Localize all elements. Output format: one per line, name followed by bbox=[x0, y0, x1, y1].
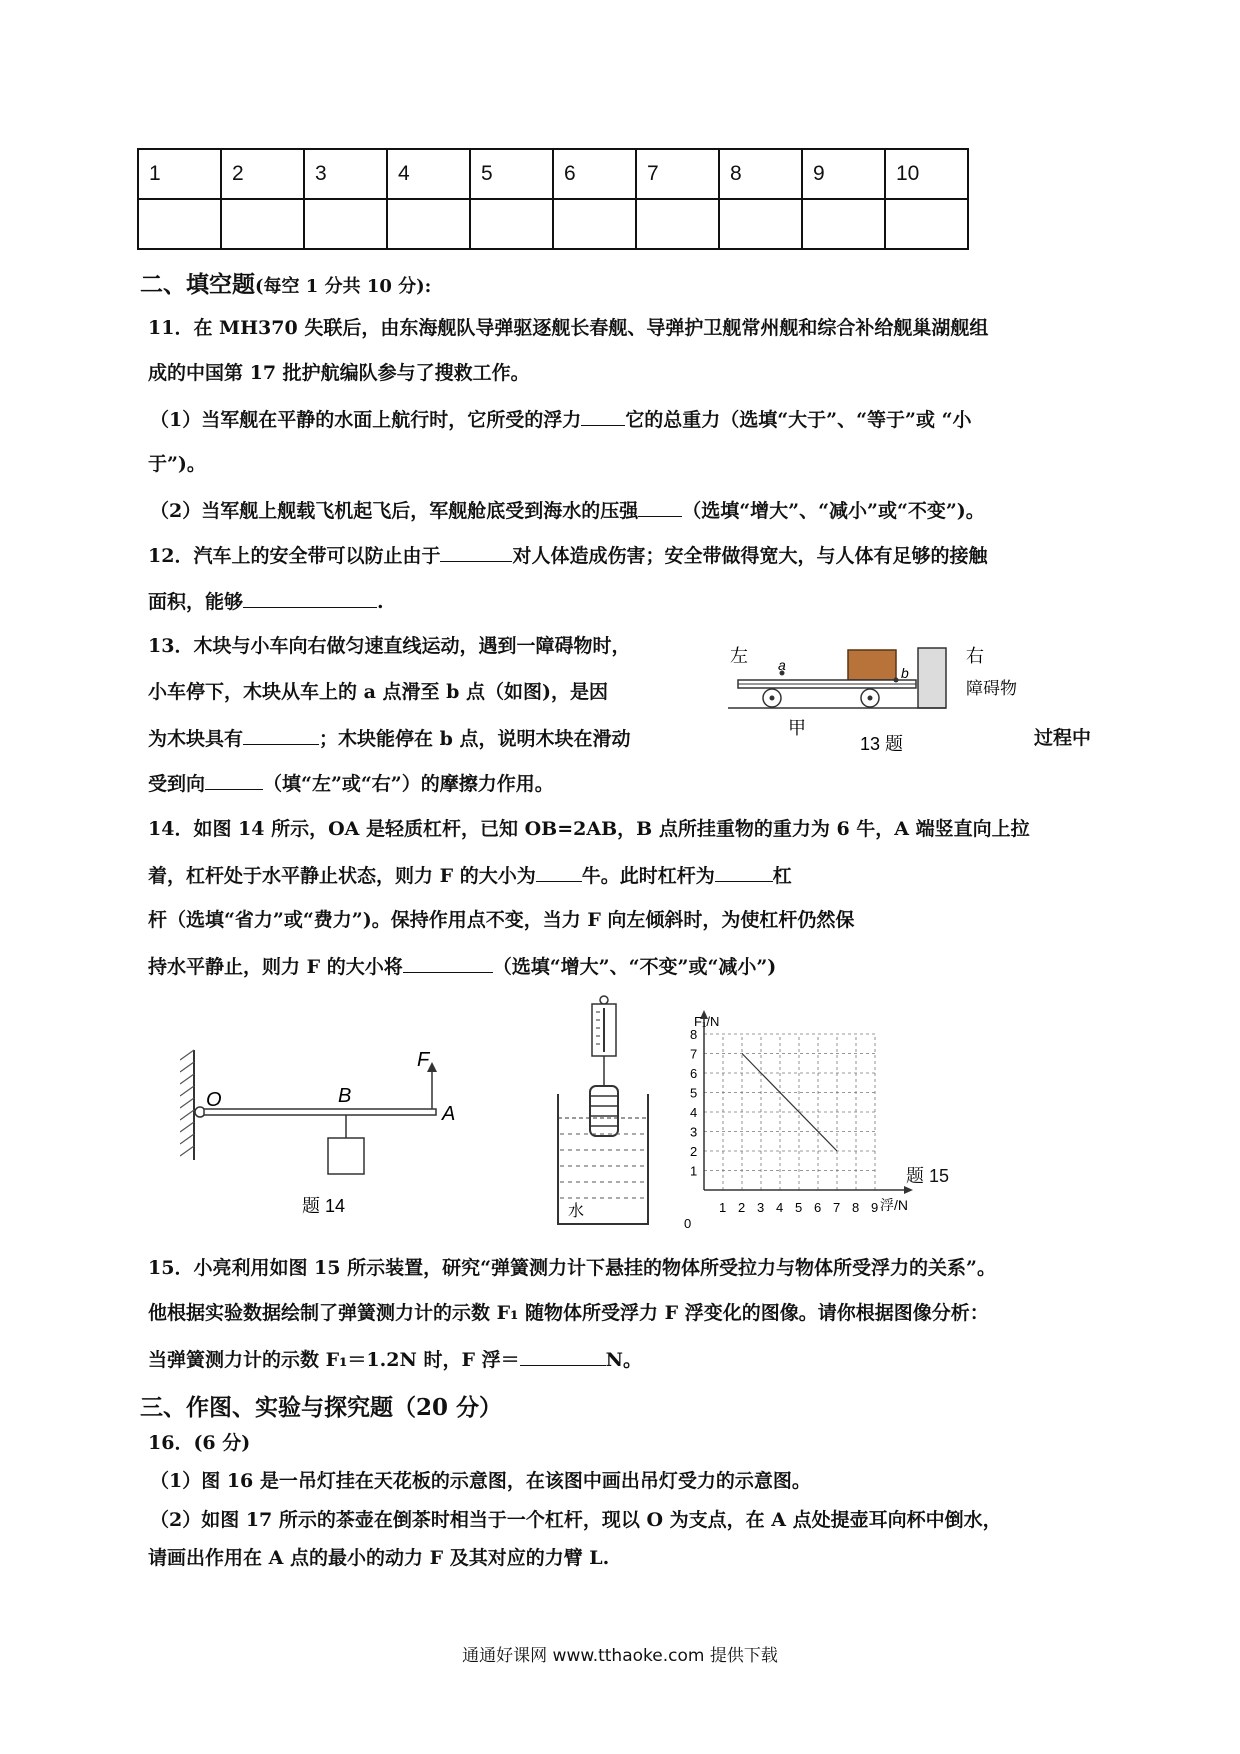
fig13-jia-label: 甲 bbox=[788, 718, 806, 738]
answer-table-header-cell: 2 bbox=[221, 149, 304, 199]
answer-table-header-cell: 3 bbox=[304, 149, 387, 199]
q14-line1: 14．如图 14 所示，OA 是轻质杠杆，已知 OB=2AB，B 点所挂重物的重力为 6 牛，A 端竖直向上拉 bbox=[148, 818, 1030, 840]
chart-y-tick-label: 8 bbox=[690, 1027, 698, 1042]
answer-table-header-cell: 5 bbox=[470, 149, 553, 199]
chart-x-tick-label: 3 bbox=[757, 1200, 765, 1215]
section2-note: (每空 1 分共 10 分): bbox=[255, 276, 432, 297]
fig14-label-b: B bbox=[338, 1085, 352, 1107]
fig14-caption: 题 14 bbox=[302, 1196, 346, 1216]
answer-table-answer-cell[interactable] bbox=[470, 199, 553, 249]
q11-line1: 11．在 MH370 失联后，由东海舰队导弹驱逐舰长春舰、导弹护卫舰常州舰和综合补给舰巢湖舰组 bbox=[148, 317, 989, 339]
answer-table bbox=[137, 148, 969, 250]
fig14-lever-diagram bbox=[180, 1040, 470, 1220]
q14-l4a: 持水平静止，则力 F 的大小将 bbox=[148, 956, 403, 978]
q12-a: 12．汽车上的安全带可以防止由于 bbox=[148, 545, 441, 567]
q13-l3c: 过程中 bbox=[1034, 727, 1092, 749]
answer-table-answer-cell[interactable] bbox=[802, 199, 885, 249]
chart-x-tick-label: 7 bbox=[833, 1200, 841, 1215]
chart-xlabel: 浮/N bbox=[880, 1197, 908, 1213]
q15-line3 bbox=[148, 1347, 642, 1372]
answer-table-header-cell: 1 bbox=[138, 149, 221, 199]
q15-line2: 他根据实验数据绘制了弹簧测力计的示数 F₁ 随物体所受浮力 F 浮变化的图像。请你根据图像分析： bbox=[148, 1302, 989, 1324]
chart-y-tick-label: 2 bbox=[690, 1144, 698, 1159]
answer-table-answer-cell[interactable] bbox=[138, 199, 221, 249]
answer-blank[interactable] bbox=[205, 771, 263, 790]
chart-series bbox=[742, 1054, 837, 1152]
chart-y-tick-label: 4 bbox=[690, 1105, 698, 1120]
fig13-obstacle-label: 障碍物 bbox=[966, 679, 1017, 698]
q11-p1c: 于”)。 bbox=[148, 453, 206, 475]
chart-origin-label: 0 bbox=[684, 1216, 692, 1231]
q13-line1: 13．木块与小车向右做匀速直线运动，遇到一障碍物时， bbox=[148, 635, 631, 657]
answer-table-answer-cell[interactable] bbox=[719, 199, 802, 249]
section3-heading: 三、作图、实验与探究题（20 分） bbox=[140, 1394, 503, 1421]
section2-heading bbox=[140, 266, 431, 299]
q16-part2b: 请画出作用在 A 点的最小的动力 F 及其对应的力臂 L. bbox=[148, 1547, 610, 1569]
answer-blank[interactable] bbox=[403, 954, 493, 973]
chart-y-tick-label: 1 bbox=[690, 1163, 698, 1179]
fig13-obstacle bbox=[918, 648, 946, 708]
q14-line4 bbox=[148, 954, 776, 979]
answer-table-answer-cell[interactable] bbox=[304, 199, 387, 249]
fig13-point-b bbox=[894, 678, 899, 683]
chart-x-tick-label: 2 bbox=[738, 1200, 746, 1215]
q13-line3 bbox=[148, 726, 631, 751]
fig13-left-label: 左 bbox=[730, 646, 748, 666]
chart-y-tick-label: 5 bbox=[690, 1085, 698, 1101]
page-footer: 通通好课网 www.tthaoke.com 提供下载 bbox=[462, 1646, 778, 1666]
q11-part1 bbox=[150, 407, 972, 432]
q15-l3b: N。 bbox=[605, 1349, 642, 1371]
fig13-a-label: a bbox=[778, 657, 786, 673]
fig15-chart bbox=[662, 1006, 922, 1236]
answer-table-header-cell: 9 bbox=[802, 149, 885, 199]
q15-l3a: 当弹簧测力计的示数 F₁＝1.2N 时，F 浮＝ bbox=[148, 1349, 520, 1371]
q12-b: 对人体造成伤害；安全带做得宽大，与人体有足够的接触 bbox=[512, 545, 988, 567]
q12-d: . bbox=[377, 591, 384, 613]
q14-line3: 杆（选填“省力”或“费力”)。保持作用点不变，当力 F 向左倾斜时，为使杠杆仍然保 bbox=[148, 909, 855, 931]
answer-blank[interactable] bbox=[440, 543, 512, 562]
fig13-right-label: 右 bbox=[966, 646, 984, 666]
chart-axes bbox=[700, 1010, 913, 1194]
answer-blank[interactable] bbox=[243, 726, 319, 745]
fig13-wood-block bbox=[848, 650, 896, 680]
chart-x-tick-label: 6 bbox=[814, 1200, 822, 1215]
chart-ylabel: F₁/N bbox=[694, 1014, 720, 1029]
q11-p1b: 它的总重力（选填“大于”、“等于”或 “小 bbox=[625, 409, 972, 431]
answer-table-header-cell: 6 bbox=[553, 149, 636, 199]
q14-l4b: （选填“增大”、“不变”或“减小”) bbox=[492, 956, 777, 978]
section2-title: 二、填空题 bbox=[140, 271, 255, 298]
chart-x-tick-label: 1 bbox=[719, 1200, 727, 1215]
answer-table-blank-row bbox=[138, 199, 968, 249]
chart-x-tick-label: 8 bbox=[852, 1200, 860, 1215]
q12-line1 bbox=[148, 543, 987, 568]
fig14-label-a: A bbox=[442, 1103, 456, 1125]
q14-line2 bbox=[148, 863, 792, 888]
fig15-object bbox=[590, 1086, 618, 1136]
q13-l3b: ；木块能停在 b 点，说明木块在滑动 bbox=[319, 728, 631, 750]
answer-blank[interactable] bbox=[536, 863, 582, 882]
fig15-spring-scale-apparatus bbox=[552, 994, 652, 1230]
chart-x-tick-label: 5 bbox=[795, 1200, 803, 1215]
chart-grid bbox=[704, 1034, 875, 1190]
fig14-weight bbox=[328, 1138, 364, 1174]
q11-line2: 成的中国第 17 批护航编队参与了搜救工作。 bbox=[148, 362, 530, 384]
fig15-caption: 题 15 bbox=[906, 1166, 950, 1186]
answer-table-header-cell: 7 bbox=[636, 149, 719, 199]
answer-table-answer-cell[interactable] bbox=[221, 199, 304, 249]
fig14-label-f: F bbox=[417, 1049, 430, 1071]
answer-table-answer-cell[interactable] bbox=[636, 199, 719, 249]
chart-series-line bbox=[742, 1054, 837, 1152]
fig14-label-o: O bbox=[206, 1089, 222, 1111]
answer-blank[interactable] bbox=[638, 498, 682, 517]
q11-part2 bbox=[150, 498, 985, 523]
q13-l4a: 受到向 bbox=[148, 773, 206, 795]
q11-p1a: （1）当军舰在平静的水面上航行时，它所受的浮力 bbox=[150, 409, 582, 431]
chart-x-tick-label: 9 bbox=[871, 1200, 879, 1215]
q11-p2a: （2）当军舰上舰载飞机起飞后，军舰舱底受到海水的压强 bbox=[150, 500, 639, 522]
q14-l2b: 牛。此时杠杆为 bbox=[581, 865, 715, 887]
q13-l3a: 为木块具有 bbox=[148, 728, 244, 750]
chart-y-tick-label: 6 bbox=[690, 1066, 698, 1081]
answer-table-answer-cell[interactable] bbox=[885, 199, 968, 249]
q11-p2b: （选填“增大”、“减小”或“不变”)。 bbox=[682, 500, 985, 522]
chart-ticks bbox=[690, 1027, 878, 1215]
answer-table-header-cell: 8 bbox=[719, 149, 802, 199]
q14-l2a: 着，杠杆处于水平静止状态，则力 F 的大小为 bbox=[148, 865, 536, 887]
q13-line4 bbox=[148, 771, 554, 796]
answer-blank[interactable] bbox=[715, 863, 773, 882]
fig13-caption: 13 题 bbox=[860, 734, 904, 754]
chart-y-tick-label: 3 bbox=[690, 1124, 698, 1140]
answer-table-header-row bbox=[138, 149, 968, 199]
answer-table-answer-cell[interactable] bbox=[553, 199, 636, 249]
answer-table-header-cell: 4 bbox=[387, 149, 470, 199]
fig15-water-label: 水 bbox=[568, 1203, 585, 1220]
q16-head: 16．(6 分) bbox=[148, 1432, 251, 1454]
chart-x-tick-label: 4 bbox=[776, 1200, 784, 1215]
fig13-b-label: b bbox=[901, 665, 909, 681]
q15-line1: 15．小亮利用如图 15 所示装置，研究“弹簧测力计下悬挂的物体所受拉力与物体所受浮力的关系”。 bbox=[148, 1257, 996, 1279]
q16-part2a: （2）如图 17 所示的茶壶在倒茶时相当于一个杠杆，现以 O 为支点，在 A 点处提壶耳向杯中倒水， bbox=[150, 1509, 1002, 1531]
fig14-lever-bar bbox=[204, 1109, 436, 1115]
q12-c: 面积，能够 bbox=[148, 591, 244, 613]
q13-line2: 小车停下，木块从车上的 a 点滑至 b 点（如图)，是因 bbox=[148, 681, 609, 703]
q13-l4b: （填“左”或“右”）的摩擦力作用。 bbox=[263, 773, 554, 795]
answer-table-header-cell: 10 bbox=[885, 149, 968, 199]
chart-y-tick-label: 7 bbox=[690, 1046, 698, 1062]
q12-line2 bbox=[148, 589, 384, 614]
answer-table-answer-cell[interactable] bbox=[387, 199, 470, 249]
q14-l2c: 杠 bbox=[772, 865, 792, 887]
fig13-cart-diagram bbox=[720, 640, 1020, 760]
answer-blank[interactable] bbox=[581, 407, 625, 426]
answer-blank[interactable] bbox=[520, 1347, 606, 1366]
q16-part1: （1）图 16 是一吊灯挂在天花板的示意图，在该图中画出吊灯受力的示意图。 bbox=[150, 1470, 811, 1492]
answer-blank[interactable] bbox=[243, 589, 377, 608]
